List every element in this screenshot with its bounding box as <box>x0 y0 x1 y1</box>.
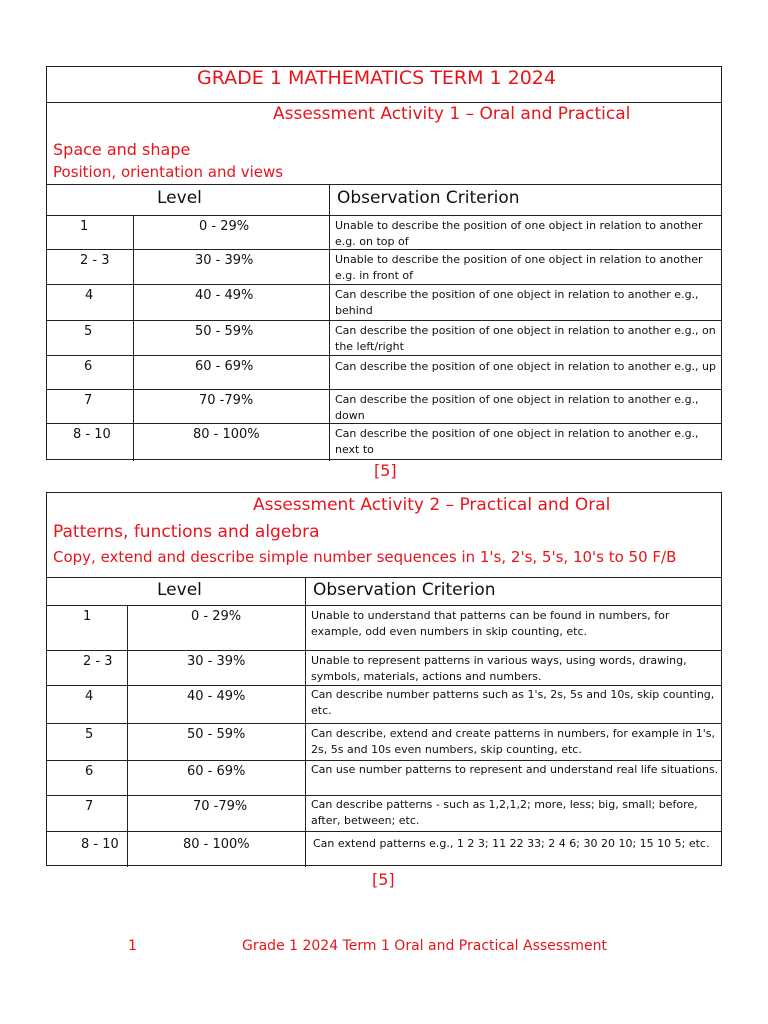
percent-cell: 70 -79% <box>199 393 254 408</box>
level-cell: 7 <box>84 393 93 408</box>
level-cell: 2 - 3 <box>83 654 113 669</box>
activity2-heading: Assessment Activity 2 – Practical and Oral <box>253 495 611 515</box>
level-cell: 8 - 10 <box>73 427 111 442</box>
level-cell: 5 <box>85 727 94 742</box>
divider <box>47 685 721 686</box>
criterion-cell: Can describe, extend and create patterns in numbers, for example in 1's, 2s, 5s and 10s even numbers, skip counting, etc. <box>311 727 716 756</box>
percent-cell: 0 - 29% <box>191 609 242 624</box>
criterion-cell: Can describe the position of one object in relation to another e.g., on the left/right <box>335 324 716 353</box>
col-level-header: Level <box>157 580 202 600</box>
activity2-marks: [5] <box>372 870 395 889</box>
activity1-topic: Space and shape <box>53 140 191 159</box>
criterion-cell: Can describe the position of one object in relation to another e.g., behind <box>335 288 699 317</box>
level-cell: 7 <box>85 799 94 814</box>
col-criterion-header: Observation Criterion <box>337 188 520 208</box>
divider <box>47 577 721 578</box>
divider <box>47 215 721 216</box>
activity1-marks: [5] <box>374 461 397 480</box>
divider <box>47 605 721 606</box>
criterion-cell: Unable to understand that patterns can be found in numbers, for example, odd even numbers in skip counting, etc. <box>311 609 670 638</box>
criterion-cell: Can describe patterns - such as 1,2,1,2; more, less; big, small; before, after, between; etc. <box>311 798 698 827</box>
col-criterion-header: Observation Criterion <box>313 580 496 600</box>
divider <box>47 355 721 356</box>
divider <box>47 320 721 321</box>
criterion-cell: Unable to describe the position of one object in relation to another e.g. in front of <box>335 253 703 282</box>
divider <box>47 831 721 832</box>
percent-cell: 80 - 100% <box>193 427 260 442</box>
activity2-subtopic: Copy, extend and describe simple number sequences in 1's, 2's, 5's, 10's to 50 F/B <box>53 548 677 566</box>
divider <box>133 215 134 461</box>
criterion-cell: Can extend patterns e.g., 1 2 3; 11 22 33; 2 4 6; 30 20 10; 15 10 5; etc. <box>313 837 710 850</box>
divider <box>47 184 721 185</box>
col-level-header: Level <box>157 188 202 208</box>
level-cell: 1 <box>83 609 92 624</box>
divider <box>47 760 721 761</box>
divider <box>47 284 721 285</box>
percent-cell: 30 - 39% <box>187 654 246 669</box>
percent-cell: 50 - 59% <box>187 727 246 742</box>
criterion-cell: Can describe the position of one object in relation to another e.g., down <box>335 393 699 422</box>
divider <box>329 184 330 461</box>
divider <box>47 795 721 796</box>
criterion-cell: Can describe the position of one object in relation to another e.g., up <box>335 360 716 373</box>
criterion-cell: Can use number patterns to represent and understand real life situations. <box>311 763 719 776</box>
level-cell: 4 <box>85 689 94 704</box>
activity1-heading: Assessment Activity 1 – Oral and Practical <box>273 104 631 124</box>
level-cell: 8 - 10 <box>81 837 119 852</box>
criterion-cell: Unable to describe the position of one object in relation to another e.g. on top of <box>335 219 703 248</box>
divider <box>47 389 721 390</box>
level-cell: 2 - 3 <box>80 253 110 268</box>
activity2-section <box>46 492 722 866</box>
level-cell: 1 <box>80 219 89 234</box>
criterion-cell: Can describe the position of one object in relation to another e.g., next to <box>335 427 699 456</box>
level-cell: 6 <box>84 359 93 374</box>
percent-cell: 60 - 69% <box>187 764 246 779</box>
activity2-topic: Patterns, functions and algebra <box>53 522 320 542</box>
percent-cell: 60 - 69% <box>195 359 254 374</box>
criterion-cell: Can describe number patterns such as 1's, 2s, 5s and 10s, skip counting, etc. <box>311 688 715 717</box>
level-cell: 4 <box>85 288 94 303</box>
footer-text: Grade 1 2024 Term 1 Oral and Practical Assessment <box>242 938 607 954</box>
activity1-subtopic: Position, orientation and views <box>53 163 284 181</box>
divider <box>305 577 306 867</box>
percent-cell: 40 - 49% <box>187 689 246 704</box>
activity1-section <box>46 66 722 460</box>
level-cell: 5 <box>84 324 93 339</box>
percent-cell: 70 -79% <box>193 799 248 814</box>
percent-cell: 0 - 29% <box>199 219 250 234</box>
level-cell: 6 <box>85 764 94 779</box>
percent-cell: 30 - 39% <box>195 253 254 268</box>
criterion-cell: Unable to represent patterns in various ways, using words, drawing, symbols, materials, actions and numbers. <box>311 654 687 683</box>
divider <box>127 605 128 867</box>
divider <box>47 650 721 651</box>
page-title: GRADE 1 MATHEMATICS TERM 1 2024 <box>197 67 556 89</box>
percent-cell: 50 - 59% <box>195 324 254 339</box>
page-number: 1 <box>128 938 137 954</box>
percent-cell: 40 - 49% <box>195 288 254 303</box>
divider <box>47 723 721 724</box>
percent-cell: 80 - 100% <box>183 837 250 852</box>
divider <box>47 102 721 103</box>
